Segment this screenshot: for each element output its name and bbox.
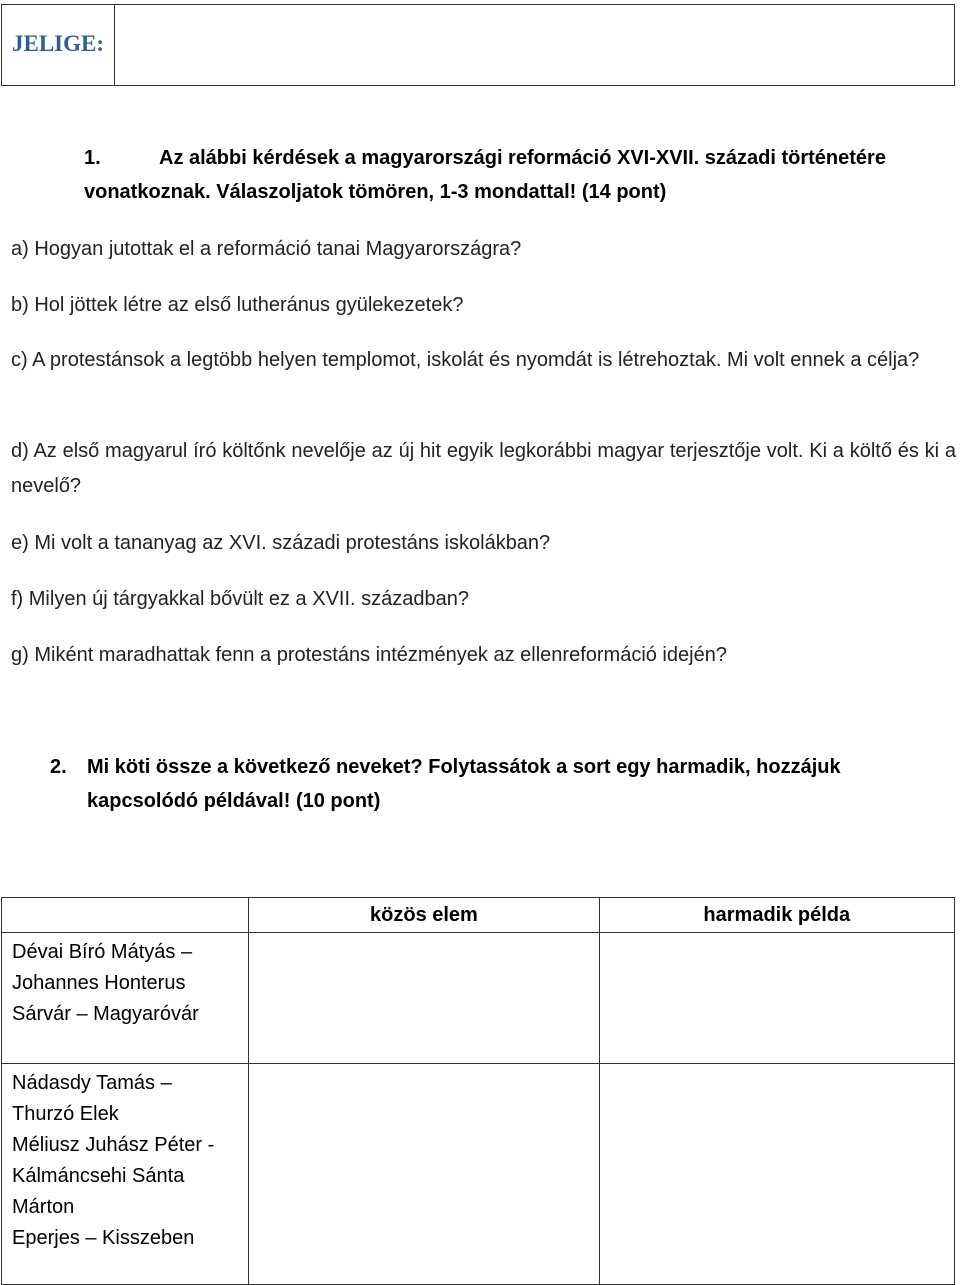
row1-harmadik-pelda-cell[interactable] <box>599 933 954 1064</box>
table-row <box>2 933 955 1064</box>
jelige-field[interactable] <box>115 5 954 85</box>
question-g: g) Miként maradhattak fenn a protestáns intézmények az ellenreformáció idején? <box>11 644 727 666</box>
row1-name-line: Sárvár – Magyaróvár <box>12 1003 199 1025</box>
task2-number: 2. <box>50 756 67 778</box>
jelige-label: JELIGE: <box>2 5 115 85</box>
question-c: c) A protestánsok a legtöbb helyen templomot, iskolát és nyomdát is létrehoztak. Mi volt ennek a célja? <box>11 349 920 371</box>
task1-line2: vonatkoznak. Válaszoljatok tömören, 1-3 mondattal! (14 pont) <box>84 181 667 203</box>
table-header-row <box>2 898 955 933</box>
header-harmadik-pelda: harmadik példa <box>599 898 954 933</box>
question-f: f) Milyen új tárgyakkal bővült ez a XVII. században? <box>11 588 470 610</box>
row2-name-line: Kálmáncsehi Sánta <box>12 1165 185 1187</box>
task2-line1: Mi köti össze a következő neveket? Folytassátok a sort egy harmadik, hozzájuk <box>87 756 841 778</box>
row2-kozos-elem-cell[interactable] <box>249 1064 599 1285</box>
row2-name-line: Nádasdy Tamás – <box>12 1072 172 1094</box>
task2-line2: kapcsolódó példával! (10 pont) <box>87 790 381 812</box>
task1-number: 1. <box>84 147 101 169</box>
row2-name-line: Márton <box>12 1196 75 1218</box>
names-table <box>1 897 955 1285</box>
task1-line1: Az alábbi kérdések a magyarországi reformáció XVI-XVII. századi történetére <box>159 147 886 169</box>
row2-name-line: Eperjes – Kisszeben <box>12 1227 195 1249</box>
row2-names-cell <box>2 1064 249 1285</box>
row1-name-line: Dévai Bíró Mátyás – <box>12 941 193 963</box>
task2-heading <box>50 750 960 818</box>
header-empty-cell <box>2 898 249 933</box>
question-d: d) Az első magyarul író költőnk nevelője az új hit egyik legkorábbi magyar terjesztője volt. Ki a költő és ki a nevelő? <box>11 440 956 497</box>
row1-name-line: Johannes Honterus <box>12 972 186 994</box>
jelige-box <box>1 4 955 86</box>
question-b: b) Hol jöttek létre az első lutheránus gyülekezetek? <box>11 294 464 316</box>
header-kozos-elem: közös elem <box>249 898 599 933</box>
row1-kozos-elem-cell[interactable] <box>249 933 599 1064</box>
row2-name-line: Méliusz Juhász Péter - <box>12 1134 215 1156</box>
row1-names-cell <box>2 933 249 1064</box>
question-a: a) Hogyan jutottak el a reformáció tanai Magyarországra? <box>11 238 522 260</box>
question-e: e) Mi volt a tananyag az XVI. századi protestáns iskolákban? <box>11 532 551 554</box>
task1-heading <box>84 141 960 209</box>
table-row <box>2 1064 955 1285</box>
row2-harmadik-pelda-cell[interactable] <box>599 1064 954 1285</box>
row2-name-line: Thurzó Elek <box>12 1103 119 1125</box>
